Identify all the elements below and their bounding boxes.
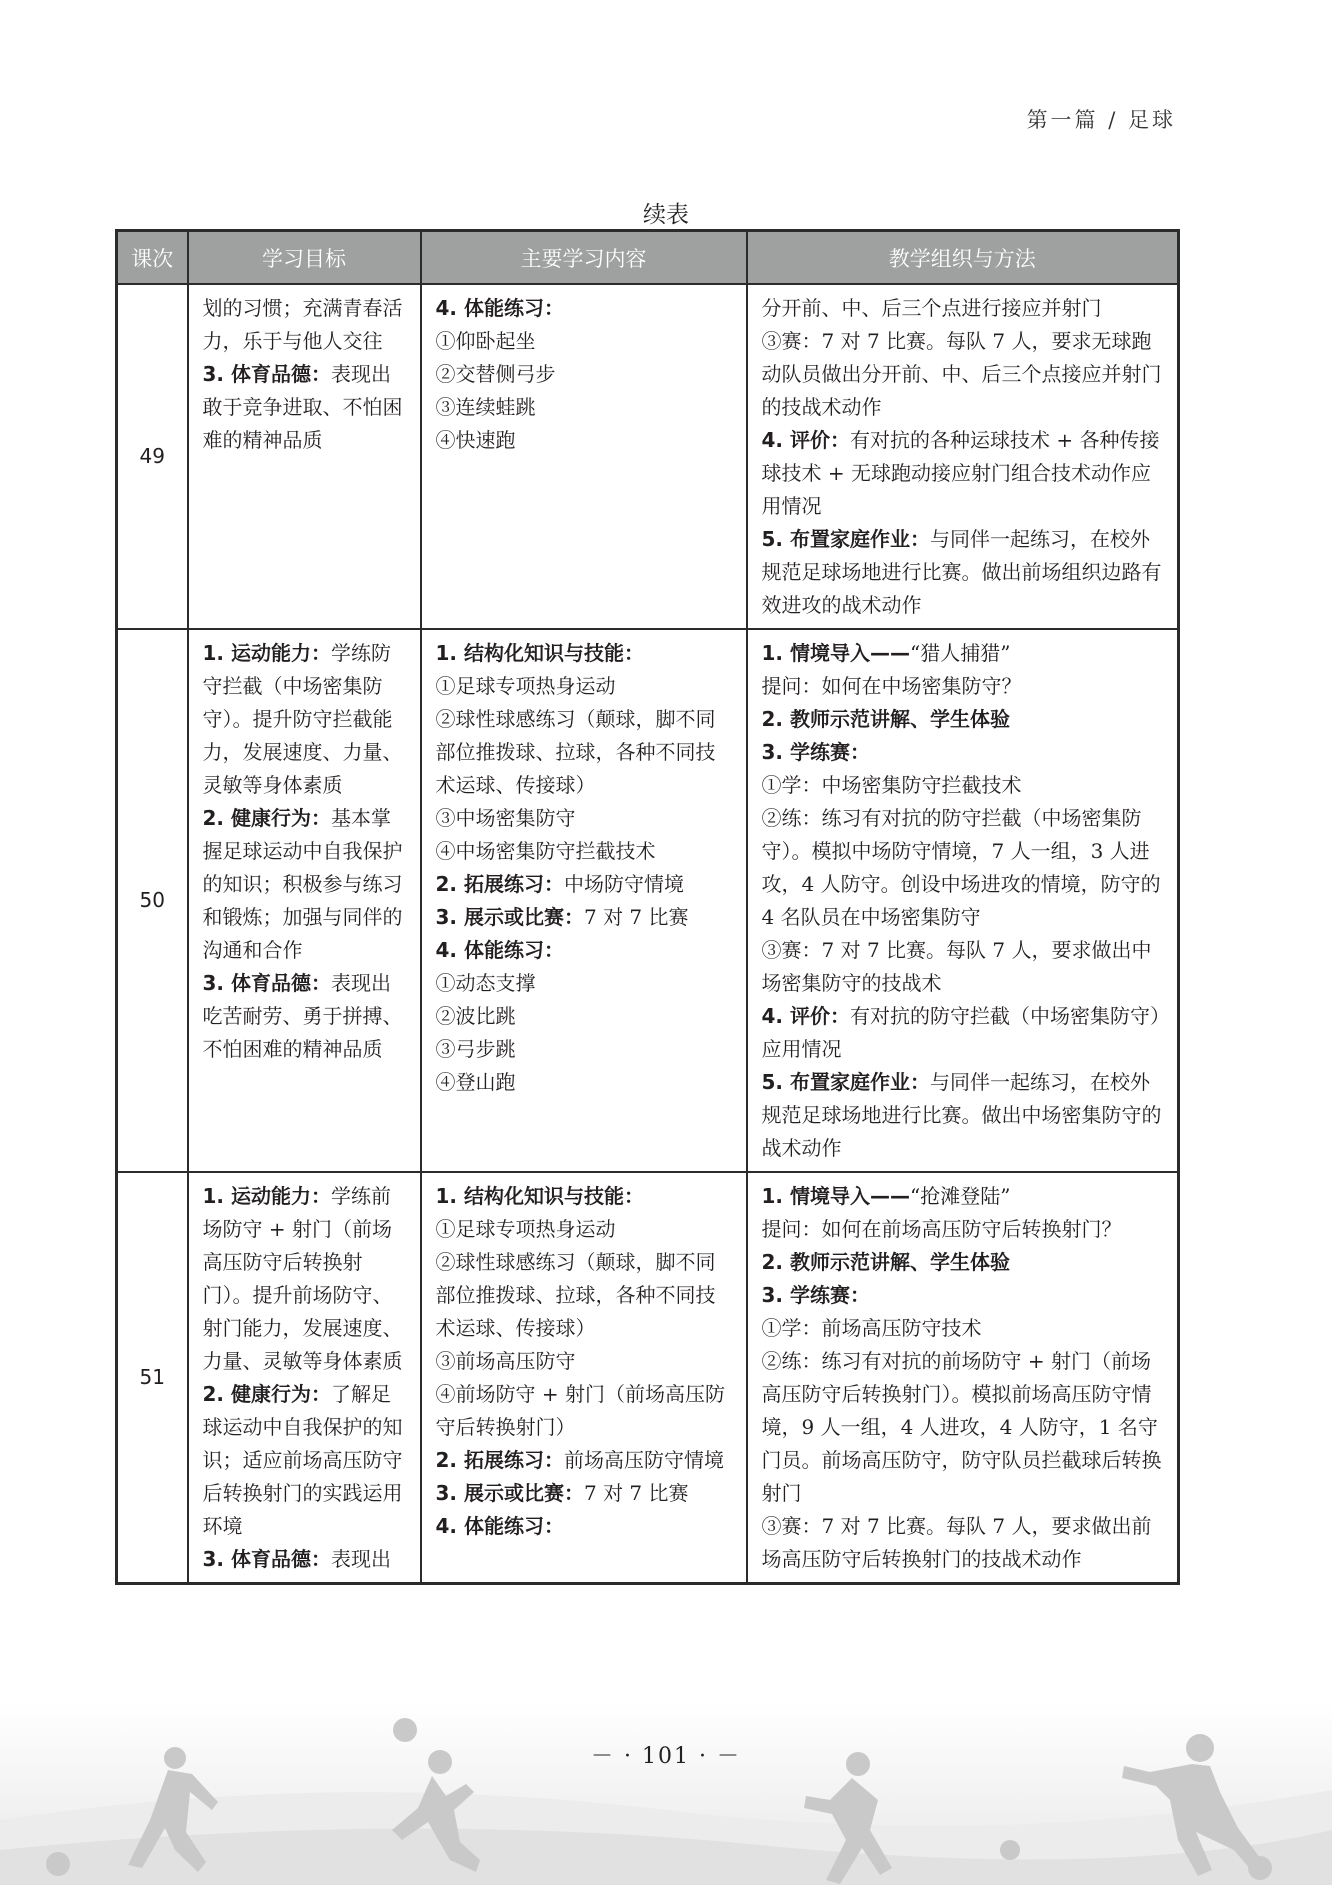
- cell-line: [762, 934, 1166, 1000]
- item-label: 3. 学练赛：: [761, 740, 870, 764]
- item-text: 表现出: [330, 1547, 391, 1571]
- item-label: 1. 情境导入——: [761, 641, 910, 665]
- content-cell: [421, 284, 747, 629]
- cell-line: [436, 637, 734, 670]
- cell-line: [762, 1000, 1166, 1066]
- lesson-plan-table: [115, 229, 1180, 1585]
- item-text: ①足球专项热身运动: [435, 1217, 616, 1241]
- item-text: ②练：练习有对抗的前场防守 + 射门（前场高压防守后转换射门）。模拟前场高压防守情境，9 人一组，4 人进攻，4 人防守，1 名守门员。前场高压防守，防守队员拦截球后转换射门: [761, 1349, 1162, 1505]
- header-methods: 教学组织与方法: [747, 231, 1179, 285]
- item-text: 有对抗的防守拦截（中场密集防守）应用情况: [761, 1004, 1160, 1061]
- cell-line: [436, 1444, 734, 1477]
- item-text: 7 对 7 比赛: [583, 1481, 689, 1505]
- item-text: ②球性球感练习（颠球，脚不同部位推拨球、拉球，各种不同技术运球、传接球）: [435, 707, 716, 797]
- item-text: 学练防守拦截（中场密集防守）。提升防守拦截能力，发展速度、力量、灵敏等身体素质: [202, 641, 403, 797]
- item-text: ②球性球感练习（颠球，脚不同部位推拨球、拉球，各种不同技术运球、传接球）: [435, 1250, 716, 1340]
- item-label: 4. 评价：: [761, 428, 850, 452]
- table-row: [117, 1172, 1179, 1584]
- item-label: 2. 健康行为：: [202, 806, 331, 830]
- table-row: [117, 629, 1179, 1172]
- cell-line: [762, 1345, 1166, 1510]
- item-text: 提问：如何在前场高压防守后转换射门？: [761, 1217, 1122, 1241]
- item-text: ③前场高压防守: [435, 1349, 576, 1373]
- item-text: ③赛：7 对 7 比赛。每队 7 人，要求做出前场高压防守后转换射门的技战术动作: [761, 1514, 1152, 1571]
- item-label: 4. 体能练习：: [435, 938, 564, 962]
- cell-line: [436, 835, 734, 868]
- cell-line: [762, 637, 1166, 670]
- item-text: 分开前、中、后三个点进行接应并射门: [761, 296, 1102, 320]
- item-label: 1. 情境导入——: [761, 1184, 910, 1208]
- item-text: ④中场密集防守拦截技术: [435, 839, 656, 863]
- cell-line: [436, 1345, 734, 1378]
- cell-line: [762, 1246, 1166, 1279]
- lesson-number-cell: 50: [117, 629, 188, 1172]
- item-label: 4. 体能练习：: [435, 1514, 564, 1538]
- cell-line: [436, 1213, 734, 1246]
- item-text: 有对抗的各种运球技术 + 各种传接球技术 + 无球跑动接应射门组合技术动作应用情况: [761, 428, 1160, 518]
- cell-line: [762, 523, 1166, 622]
- item-label: 3. 体育品德：: [202, 971, 331, 995]
- item-text: ①动态支撑: [435, 971, 536, 995]
- item-text: ③中场密集防守: [435, 806, 576, 830]
- cell-line: [436, 802, 734, 835]
- item-label: 3. 展示或比赛：: [435, 1481, 584, 1505]
- cell-line: [436, 424, 734, 457]
- cell-line: [203, 292, 408, 358]
- cell-line: [436, 292, 734, 325]
- table-header-row: [117, 231, 1179, 285]
- item-label: 1. 结构化知识与技能：: [435, 641, 644, 665]
- cell-line: [436, 868, 734, 901]
- item-text: 与同伴一起练习，在校外规范足球场地进行比赛。做出前场组织边路有效进攻的战术动作: [761, 527, 1162, 617]
- item-label: 4. 评价：: [761, 1004, 850, 1028]
- item-label: 2. 健康行为：: [202, 1382, 331, 1406]
- item-text: ①仰卧起坐: [435, 329, 536, 353]
- item-text: 提问：如何在中场密集防守？: [761, 674, 1022, 698]
- cell-line: [436, 934, 734, 967]
- content-cell: [421, 629, 747, 1172]
- content-cell: [421, 1172, 747, 1584]
- cell-line: [762, 802, 1166, 934]
- cell-line: [436, 325, 734, 358]
- page-number: － · 101 · －: [591, 1744, 741, 1769]
- header-goals: 学习目标: [188, 231, 421, 285]
- item-text: 前场高压防守情境: [563, 1448, 724, 1472]
- item-text: ①学：中场密集防守拦截技术: [761, 773, 1022, 797]
- item-text: ④登山跑: [435, 1070, 516, 1094]
- item-label: 5. 布置家庭作业：: [761, 1070, 930, 1094]
- cell-line: [762, 1066, 1166, 1165]
- item-text: ②练：练习有对抗的防守拦截（中场密集防守）。模拟中场防守情境，7 人一组，3 人进攻，4 人防守。创设中场进攻的情境，防守的 4 名队员在中场密集防守: [761, 806, 1161, 929]
- item-label: 3. 学练赛：: [761, 1283, 870, 1307]
- item-label: 3. 展示或比赛：: [435, 905, 584, 929]
- item-text: 划的习惯；充满青春活力，乐于与他人交往: [202, 296, 403, 353]
- running-head: 第一篇 / 足球: [1026, 108, 1176, 132]
- cell-line: [436, 1246, 734, 1345]
- cell-line: [762, 703, 1166, 736]
- lesson-number-cell: 51: [117, 1172, 188, 1584]
- item-text: ③赛：7 对 7 比赛。每队 7 人，要求做出中场密集防守的技战术: [761, 938, 1152, 995]
- item-label: 2. 教师示范讲解、学生体验: [761, 1250, 1010, 1274]
- cell-line: [203, 1180, 408, 1378]
- item-text: ①学：前场高压防守技术: [761, 1316, 982, 1340]
- table-caption: 续表: [643, 202, 689, 228]
- methods-cell: [747, 1172, 1179, 1584]
- item-text: 基本掌握足球运动中自我保护的知识；积极参与练习和锻炼；加强与同伴的沟通和合作: [202, 806, 403, 962]
- item-label: 2. 拓展练习：: [435, 872, 564, 896]
- header-lesson: 课次: [117, 231, 188, 285]
- cell-line: [436, 1378, 734, 1444]
- item-label: 5. 布置家庭作业：: [761, 527, 930, 551]
- table-row: [117, 284, 1179, 629]
- cell-line: [203, 358, 408, 457]
- cell-line: [436, 1180, 734, 1213]
- item-text: ②波比跳: [435, 1004, 516, 1028]
- item-label: 4. 体能练习：: [435, 296, 564, 320]
- cell-line: [762, 1180, 1166, 1213]
- header-content: 主要学习内容: [421, 231, 747, 285]
- item-text: 与同伴一起练习，在校外规范足球场地进行比赛。做出中场密集防守的战术动作: [761, 1070, 1162, 1160]
- item-label: 3. 体育品德：: [202, 362, 331, 386]
- item-text: ①足球专项热身运动: [435, 674, 616, 698]
- cell-line: [762, 1510, 1166, 1576]
- cell-line: [762, 1213, 1166, 1246]
- item-text: ③赛：7 对 7 比赛。每队 7 人，要求无球跑动队员做出分开前、中、后三个点接应并射门的技战术动作: [761, 329, 1162, 419]
- item-text: 表现出敢于竞争进取、不怕困难的精神品质: [202, 362, 403, 452]
- cell-line: [436, 901, 734, 934]
- item-label: 2. 拓展练习：: [435, 1448, 564, 1472]
- cell-line: [436, 1000, 734, 1033]
- cell-line: [203, 637, 408, 802]
- cell-line: [203, 802, 408, 967]
- cell-line: [762, 736, 1166, 769]
- cell-line: [436, 1066, 734, 1099]
- item-text: ③连续蛙跳: [435, 395, 536, 419]
- cell-line: [436, 670, 734, 703]
- item-text: “抢滩登陆”: [909, 1184, 1011, 1208]
- cell-line: [762, 1279, 1166, 1312]
- cell-line: [762, 325, 1166, 424]
- cell-line: [762, 769, 1166, 802]
- item-text: 7 对 7 比赛: [583, 905, 689, 929]
- item-text: 表现出吃苦耐劳、勇于拼搏、不怕困难的精神品质: [202, 971, 403, 1061]
- item-text: 中场防守情境: [563, 872, 684, 896]
- item-label: 1. 运动能力：: [202, 641, 331, 665]
- goals-cell: [188, 1172, 421, 1584]
- cell-line: [762, 670, 1166, 703]
- goals-cell: [188, 284, 421, 629]
- item-label: 3. 体育品德：: [202, 1547, 331, 1571]
- cell-line: [436, 358, 734, 391]
- cell-line: [436, 1477, 734, 1510]
- cell-line: [436, 1510, 734, 1543]
- football-players-illustration: [0, 1700, 1332, 1885]
- cell-line: [203, 1543, 408, 1576]
- cell-line: [436, 703, 734, 802]
- cell-line: [762, 1312, 1166, 1345]
- cell-line: [436, 967, 734, 1000]
- cell-line: [203, 1378, 408, 1543]
- lesson-number-cell: 49: [117, 284, 188, 629]
- item-text: ②交替侧弓步: [435, 362, 556, 386]
- cell-line: [436, 391, 734, 424]
- cell-line: [203, 967, 408, 1066]
- cell-line: [762, 424, 1166, 523]
- item-label: 2. 教师示范讲解、学生体验: [761, 707, 1010, 731]
- item-text: “猎人捕猎”: [909, 641, 1011, 665]
- item-label: 1. 运动能力：: [202, 1184, 331, 1208]
- item-label: 1. 结构化知识与技能：: [435, 1184, 644, 1208]
- item-text: ④快速跑: [435, 428, 516, 452]
- methods-cell: [747, 284, 1179, 629]
- item-text: ③弓步跳: [435, 1037, 516, 1061]
- item-text: 了解足球运动中自我保护的知识；适应前场高压防守后转换射门的实践运用环境: [202, 1382, 403, 1538]
- goals-cell: [188, 629, 421, 1172]
- methods-cell: [747, 629, 1179, 1172]
- item-text: 学练前场防守 + 射门（前场高压防守后转换射门）。提升前场防守、射门能力，发展速度、力量、灵敏等身体素质: [202, 1184, 403, 1373]
- cell-line: [436, 1033, 734, 1066]
- cell-line: [762, 292, 1166, 325]
- item-text: ④前场防守 + 射门（前场高压防守后转换射门）: [435, 1382, 725, 1439]
